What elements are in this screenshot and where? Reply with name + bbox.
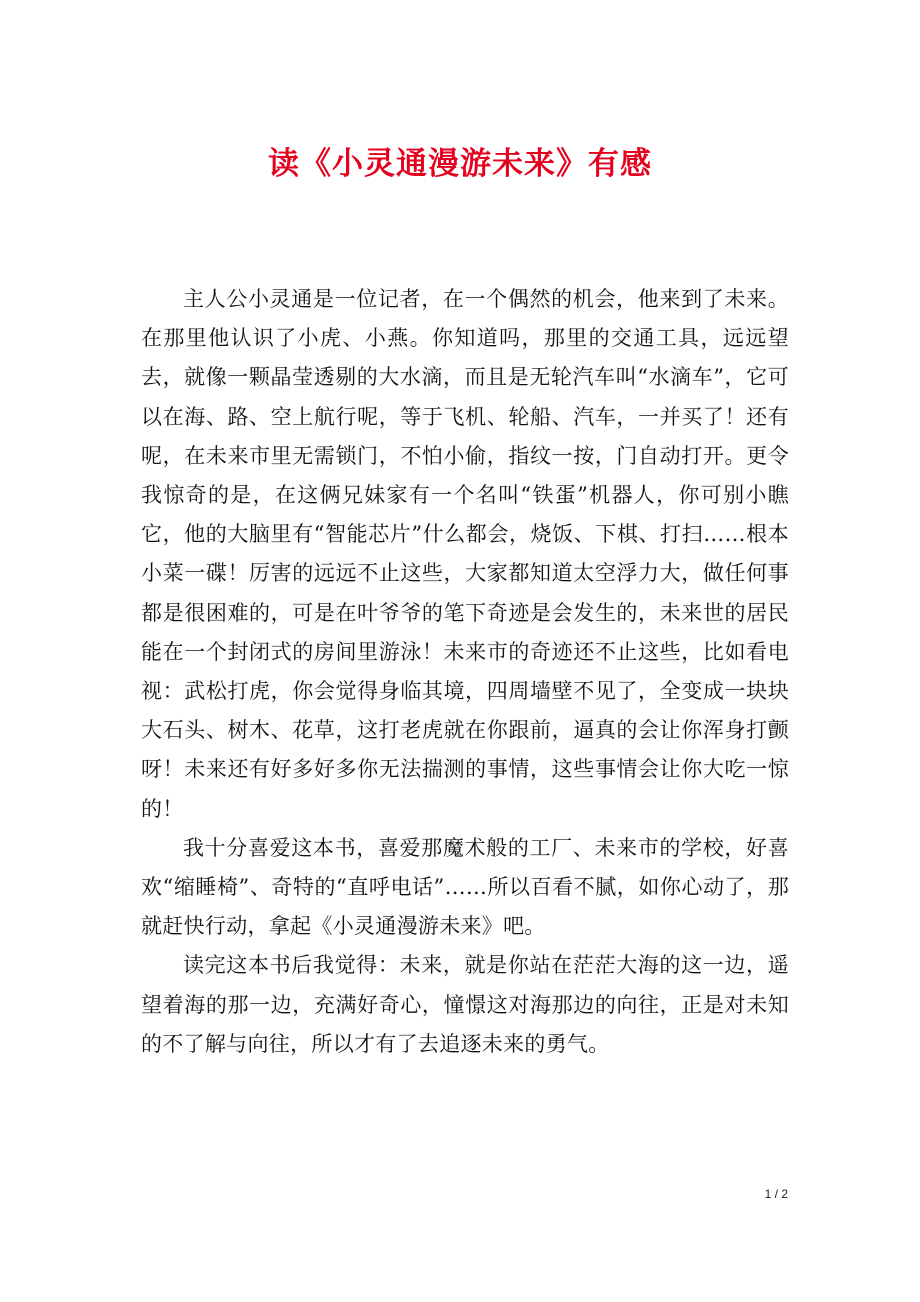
- body-paragraph-3: 读完这本书后我觉得：未来，就是你站在茫茫大海的这一边，遥望着海的那一边，充满好奇心，憧憬这对海那边的向往，正是对未知的不了解与向往，所以才有了去追逐未来的勇气。: [141, 953, 789, 1056]
- document-title: 读《小灵通漫游未来》有感: [268, 146, 652, 182]
- body-paragraph-1: 主人公小灵通是一位记者，在一个偶然的机会，他来到了未来。在那里他认识了小虎、小燕。你知道吗，那里的交通工具，远远望去，就像一颗晶莹透剔的大水滴，而且是无轮汽车叫“水滴车”，它可以在海、路、空上航行呢，等于飞机、轮船、汽车，一并买了！还有呢，在未来市里无需锁门，不怕小偷，指纹一按，门自动打开。更令我惊奇的是，在这俩兄妹家有一个名叫“铁蛋”机器人，你可别小瞧它，他的大脑里有“智能芯片”什么都会，烧饭、下棋、打扫……根本小菜一碟！厉害的远远不止这些，大家都知道太空浮力大，做任何事都是很困难的，可是在叶爷爷的笔下奇迹是会发生的，未来世的居民能在一个封闭式的房间里游泳！未来市的奇迹还不止这些，比如看电视：武松打虎，你会觉得身临其境，四周墙壁不见了，全变成一块块大石头、树木、花草，这打老虎就在你跟前，逼真的会让你浑身打颤呀！未来还有好多好多你无法揣测的事情，这些事情会让你大吃一惊的！: [141, 287, 789, 821]
- document-body: [141, 280, 789, 1064]
- page-number: 1 / 2: [764, 1187, 788, 1201]
- body-paragraph-2: 我十分喜爱这本书，喜爱那魔术般的工厂、未来市的学校，好喜欢“缩睡椅”、奇特的“直呼电话”……所以百看不腻，如你心动了，那就赶快行动，拿起《小灵通漫游未来》吧。: [141, 835, 789, 939]
